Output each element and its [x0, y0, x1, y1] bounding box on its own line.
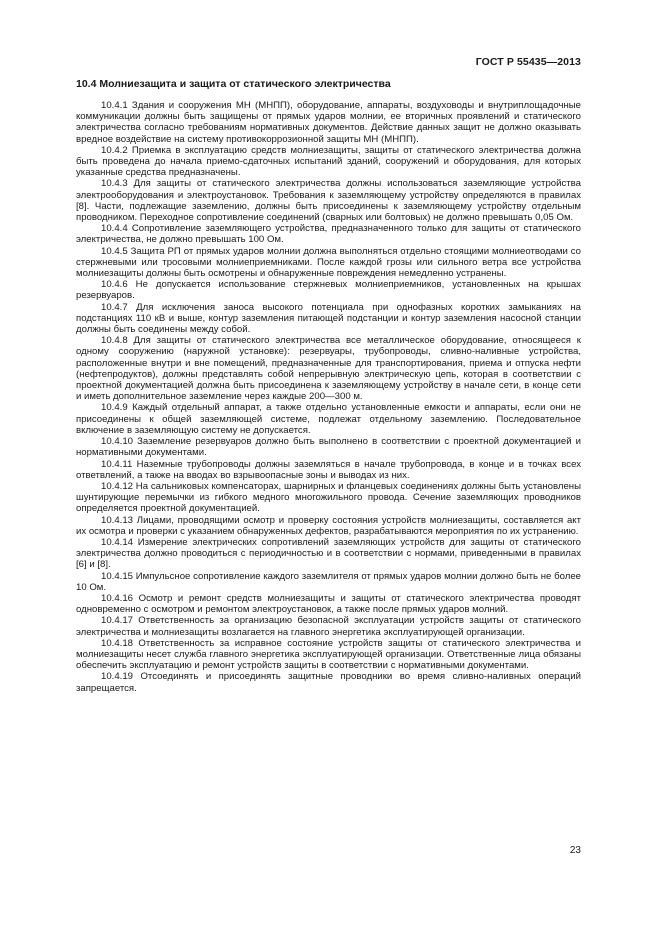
document-id: ГОСТ Р 55435—2013: [475, 56, 581, 68]
paragraph: 10.4.4 Сопротивление заземляющего устройства, предназначенного только для защиты от статического электричества, не должно превышать 100 Ом.: [76, 223, 581, 246]
paragraph: 10.4.14 Измерение электрических сопротивлений заземляющих устройств для защиты от статического электричества должно проводиться с периодичностью и в соответствии с нормами, приведенными в правилах [6] и [8].: [76, 536, 581, 571]
page-number: 23: [569, 845, 581, 856]
paragraph: 10.4.6 Не допускается использование стержневых молниеприемников, установленных на крышах резервуаров.: [76, 279, 581, 302]
paragraph: 10.4.10 Заземление резервуаров должно быть выполнено в соответствии с проектной документацией и нормативными документами.: [76, 436, 581, 459]
paragraph: 10.4.2 Приемка в эксплуатацию средств молниезащиты, защиты от статического электричества должна быть проведена до начала приемо-сдаточных испытаний зданий, сооружений и оборудования, для которых указанные средства предназначены.: [76, 144, 581, 179]
paragraph: 10.4.1 Здания и сооружения МН (МНПП), оборудование, аппараты, воздуховоды и внутриплощадочные коммуникации должны быть защищены от прямых ударов молнии, ее вторичных проявлений и статического электричества согласно требованиям нормативных документов. Действие данных защит не должно оказывать вредное воздействие на систему противокоррозионной защиты МН (МНПП).: [76, 100, 581, 145]
paragraph: 10.4.19 Отсоединять и присоединять защитные проводники во время сливно-наливных операций запрещается.: [76, 671, 581, 694]
paragraph: 10.4.3 Для защиты от статического электричества должны использоваться заземляющие устройства электрооборудования и электроустановок. Требования к заземляющему устройству определяются в правилах [8]. Части, подлежащие заземлению, должны быть присоединены к заземляющему устройству отдельным проводником. Переходное сопротивление соединений (сварных или болтовых) не должно превышать 0,05 Ом.: [76, 178, 581, 224]
paragraph: 10.4.16 Осмотр и ремонт средств молниезащиты и защиты от статического электричества проводят одновременно с осмотром и ремонтом электроустановок, а также после прямых ударов молний.: [76, 592, 581, 616]
paragraph: 10.4.15 Импульсное сопротивление каждого заземлителя от прямых ударов молнии должно быть не более 10 Ом.: [76, 570, 581, 593]
section-title: 10.4 Молниезащита и защита от статического электричества: [76, 78, 391, 90]
paragraph: 10.4.17 Ответственность за организацию безопасной эксплуатации устройств защиты от статического электричества и молниезащиты возлагается на главного энергетика эксплуатирующей организации.: [76, 615, 581, 638]
paragraph: 10.4.8 Для защиты от статического электричества все металлическое оборудование, относящееся к одному сооружению (наружной установке): резервуары, трубопроводы, сливно-наливные устройства, расположенные внутри и вне помещений, предназначенные для транспортирования, приема и отпуска нефти (нефтепродуктов), должны представлять собой непрерывную электрическую цепь, которая в соответствии с проектной документацией должна быть присоединена к заземляющему устройству в начале сети, в конце сети и иметь дополнительное заземление через каждые 200—300 м.: [76, 335, 581, 403]
paragraph: 10.4.5 Защита РП от прямых ударов молнии должна выполняться отдельно стоящими молниеотводами со стержневыми или тросовыми молниеприемниками. После каждой грозы или сильного ветра все устройства молниезащиты должны быть осмотрены и обнаруженные повреждения немедленно устранены.: [76, 245, 581, 280]
paragraph: 10.4.12 На сальниковых компенсаторах, шарнирных и фланцевых соединениях должны быть установлены шунтирующие перемычки из гибкого медного многожильного провода. Сечение заземляющих проводников определяется проектной документацией.: [76, 480, 581, 515]
paragraph: 10.4.9 Каждый отдельный аппарат, а также отдельно установленные емкости и аппараты, если они не присоединены к общей заземляющей системе, подлежат отдельному заземлению. Последовательное включение в заземляющую систему не допускается.: [76, 402, 581, 436]
paragraph: 10.4.13 Лицами, проводящими осмотр и проверку состояния устройств молниезащиты, составляется акт их осмотра и проверки с указанием обнаруженных дефектов, разрабатываются мероприятия по их устранению.: [76, 514, 581, 537]
paragraph: 10.4.18 Ответственность за исправное состояние устройств защиты от статического электричества и молниезащиты несет служба главного энергетика эксплуатирующей организации. Ответственные лица обязаны обеспечить эксплуатацию и ремонт устройств защиты в соответствии с нормативными документами.: [76, 637, 581, 672]
paragraph: 10.4.7 Для исключения заноса высокого потенциала при однофазных коротких замыканиях на подстанциях 110 кВ и выше, контур заземления питающей подстанции и контур заземления насосной станции должны быть соединены между собой.: [76, 301, 581, 336]
section-content: [76, 78, 581, 694]
paragraph: 10.4.11 Наземные трубопроводы должны заземляться в начале трубопровода, в конце и в точках всех ответвлений, а также на вводах во взрывоопасные зоны и выводах из них.: [76, 458, 581, 481]
